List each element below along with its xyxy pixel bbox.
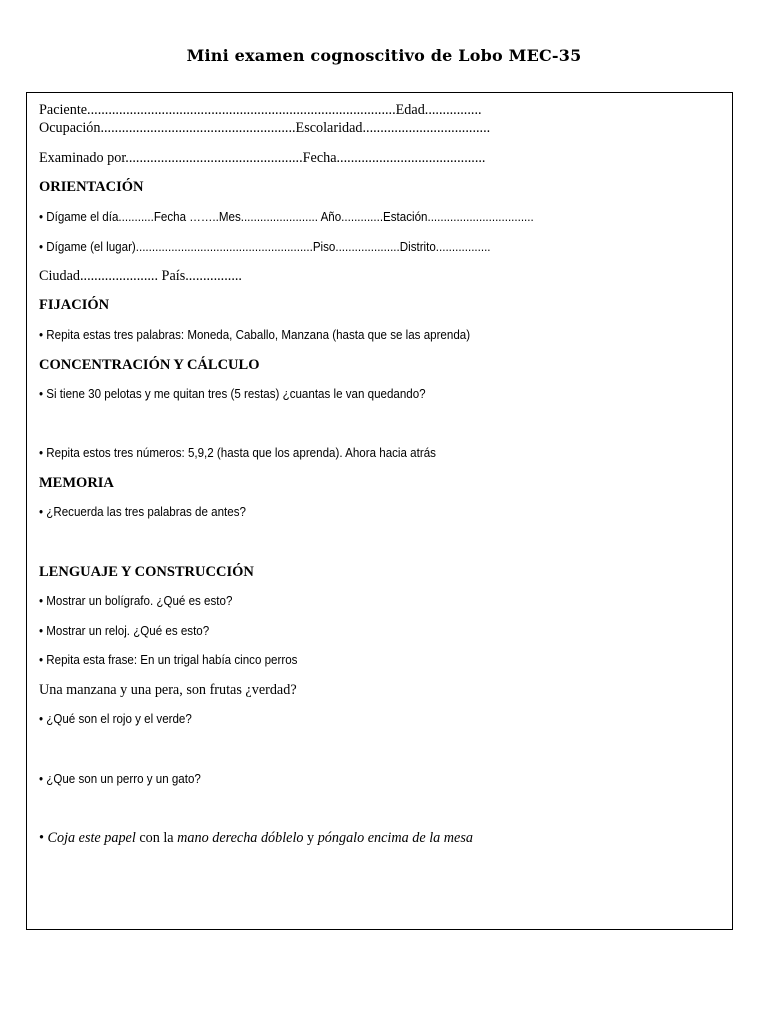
lenguaje-boligrafo-item: • Mostrar un bolígrafo. ¿Qué es esto? — [39, 594, 233, 608]
lenguaje-perro-item: • ¿Que son un perro y un gato? — [39, 772, 201, 786]
examinado-line: Examinado por..................................................Fecha.......................................... — [39, 150, 486, 166]
concentracion-heading: CONCENTRACIÓN Y CÁLCULO — [39, 357, 260, 373]
memoria-item: • ¿Recuerda las tres palabras de antes? — [39, 505, 246, 519]
lenguaje-reloj-item: • Mostrar un reloj. ¿Qué es esto? — [39, 624, 210, 638]
orientacion-dia-item: • Dígame el día...........Fecha ……..Mes........................ Año.............Estación................................. — [39, 210, 534, 224]
lenguaje-manzana-line: Una manzana y una pera, son frutas ¿verdad? — [39, 682, 297, 698]
concentracion-numeros-item: • Repita estos tres números: 5,9,2 (hasta que los aprenda). Ahora hacia atrás — [39, 446, 436, 460]
papel-bullet: • — [39, 830, 48, 846]
lenguaje-frase-item: • Repita esta frase: En un trigal había cinco perros — [39, 653, 298, 667]
orientacion-heading: ORIENTACIÓN — [39, 179, 144, 195]
page-title: Mini examen cognoscitivo de Lobo MEC-35 — [186, 46, 582, 65]
ocupacion-line: Ocupación.......................................................Escolaridad.................................... — [39, 120, 491, 136]
papel-text-5: póngalo encima de la mesa — [317, 830, 473, 846]
paciente-line: Paciente.......................................................................................Edad................ — [39, 102, 482, 118]
concentracion-pelotas-item: • Si tiene 30 pelotas y me quitan tres (5 restas) ¿cuantas le van quedando? — [39, 387, 426, 401]
papel-text-1: Coja este papel — [47, 830, 136, 846]
memoria-heading: MEMORIA — [39, 475, 114, 491]
fijacion-heading: FIJACIÓN — [39, 297, 110, 313]
papel-text-2: con la — [135, 830, 178, 846]
orientacion-ciudad-item: Ciudad...................... País................ — [39, 268, 242, 284]
fijacion-item: • Repita estas tres palabras: Moneda, Caballo, Manzana (hasta que se las aprenda) — [39, 328, 471, 342]
lenguaje-papel-item — [39, 829, 473, 847]
papel-text-4: y — [303, 830, 318, 846]
lenguaje-heading: LENGUAJE Y CONSTRUCCIÓN — [39, 564, 254, 580]
papel-text-3: mano derecha dóblelo — [177, 830, 304, 846]
orientacion-lugar-item: • Dígame (el lugar).......................................................Piso....................Distrito................. — [39, 240, 491, 254]
lenguaje-rojo-item: • ¿Qué son el rojo y el verde? — [39, 712, 192, 726]
